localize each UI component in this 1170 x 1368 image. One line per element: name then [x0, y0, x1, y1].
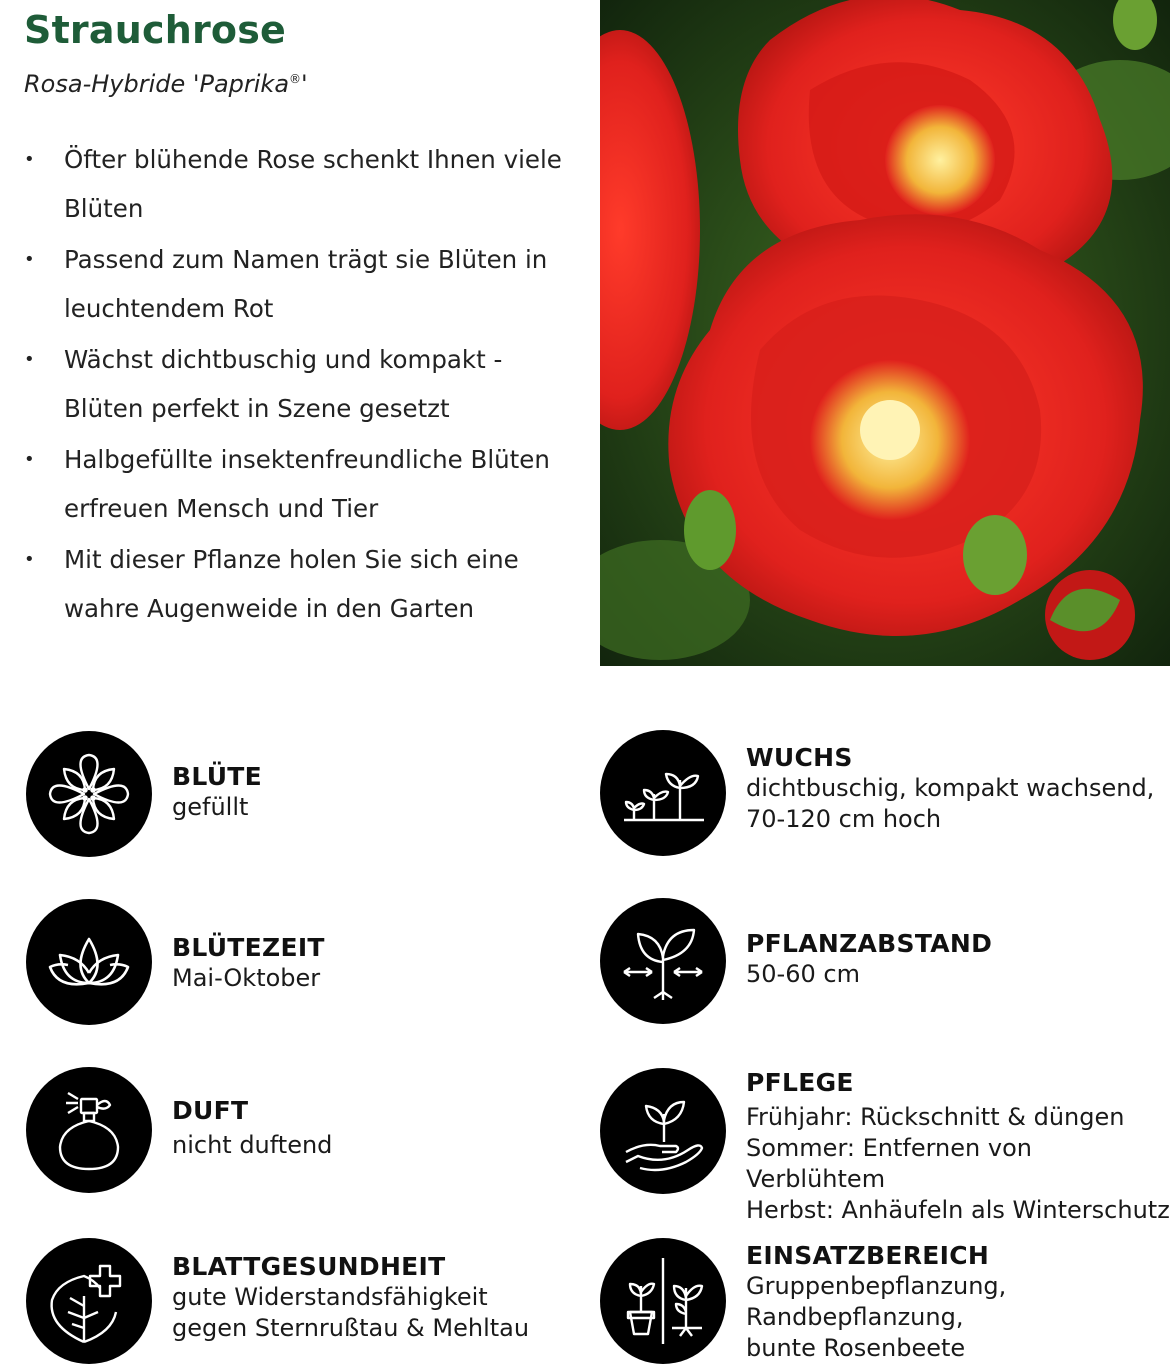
- feature-label: BLATTGESUNDHEIT: [172, 1252, 446, 1281]
- rose-photo: [600, 0, 1170, 666]
- feature-value: 50-60 cm: [746, 960, 860, 988]
- feature-label: DUFT: [172, 1096, 249, 1125]
- feature-label: BLÜTE: [172, 762, 263, 791]
- feature-value: gute Widerstandsfähigkeit gegen Sternrußtau & Mehltau: [172, 1283, 530, 1342]
- leaf-health-icon: [26, 1238, 152, 1364]
- bullet-item: • Passend zum Namen trägt sie Blüten in leuchtendem Rot: [24, 235, 584, 333]
- feature-value: Frühjahr: Rückschnitt & düngen Sommer: Entfernen von Verblühtem Herbst: Anhäufeln als Winterschutz: [746, 1103, 1170, 1224]
- growth-icon: [600, 730, 726, 856]
- feature-bullet-list: [24, 135, 584, 635]
- feature-label: EINSATZBEREICH: [746, 1241, 990, 1270]
- feature-value: nicht duftend: [172, 1131, 333, 1159]
- lotus-icon: [26, 899, 152, 1025]
- bullet-item: • Wächst dichtbuschig und kompakt - Blüten perfekt in Szene gesetzt: [24, 335, 584, 433]
- feature-bluetezeit: [26, 899, 566, 1029]
- botanical-name-text: Rosa-Hybride 'Paprika: [24, 70, 290, 98]
- feature-blattgesundheit: [26, 1238, 586, 1368]
- botanical-name: [24, 70, 308, 98]
- feature-wuchs: [600, 730, 1170, 860]
- feature-bluete: [26, 731, 566, 861]
- registered-mark: ®: [289, 72, 302, 86]
- flower-icon: [26, 731, 152, 857]
- feature-duft: [26, 1067, 566, 1197]
- feature-pflanzabstand: [600, 898, 1170, 1028]
- bullet-item: • Halbgefüllte insektenfreundliche Blüten erfreuen Mensch und Tier: [24, 435, 584, 533]
- feature-pflege: [600, 1068, 1170, 1224]
- bullet-item: • Öfter blühende Rose schenkt Ihnen viele Blüten: [24, 135, 584, 233]
- page-title: Strauchrose: [24, 8, 286, 52]
- feature-value: dichtbuschig, kompakt wachsend, 70-120 cm hoch: [746, 774, 1155, 833]
- hand-plant-icon: [600, 1068, 726, 1194]
- feature-value: Mai-Oktober: [172, 964, 321, 992]
- pot-and-bed-icon: [600, 1238, 726, 1364]
- botanical-name-end: ': [301, 70, 308, 98]
- bullet-item: • Mit dieser Pflanze holen Sie sich eine wahre Augenweide in den Garten: [24, 535, 584, 633]
- feature-label: BLÜTEZEIT: [172, 933, 325, 962]
- feature-label: WUCHS: [746, 743, 853, 772]
- feature-value: Gruppenbepflanzung, Randbepflanzung, bunte Rosenbeete: [746, 1272, 1007, 1362]
- plant-spacing-icon: [600, 898, 726, 1024]
- perfume-bottle-icon: [26, 1067, 152, 1193]
- feature-value: gefüllt: [172, 793, 249, 821]
- feature-einsatzbereich: [600, 1238, 1170, 1368]
- feature-label: PFLEGE: [746, 1068, 854, 1097]
- rose-illustration: [600, 0, 1170, 666]
- feature-label: PFLANZABSTAND: [746, 929, 993, 958]
